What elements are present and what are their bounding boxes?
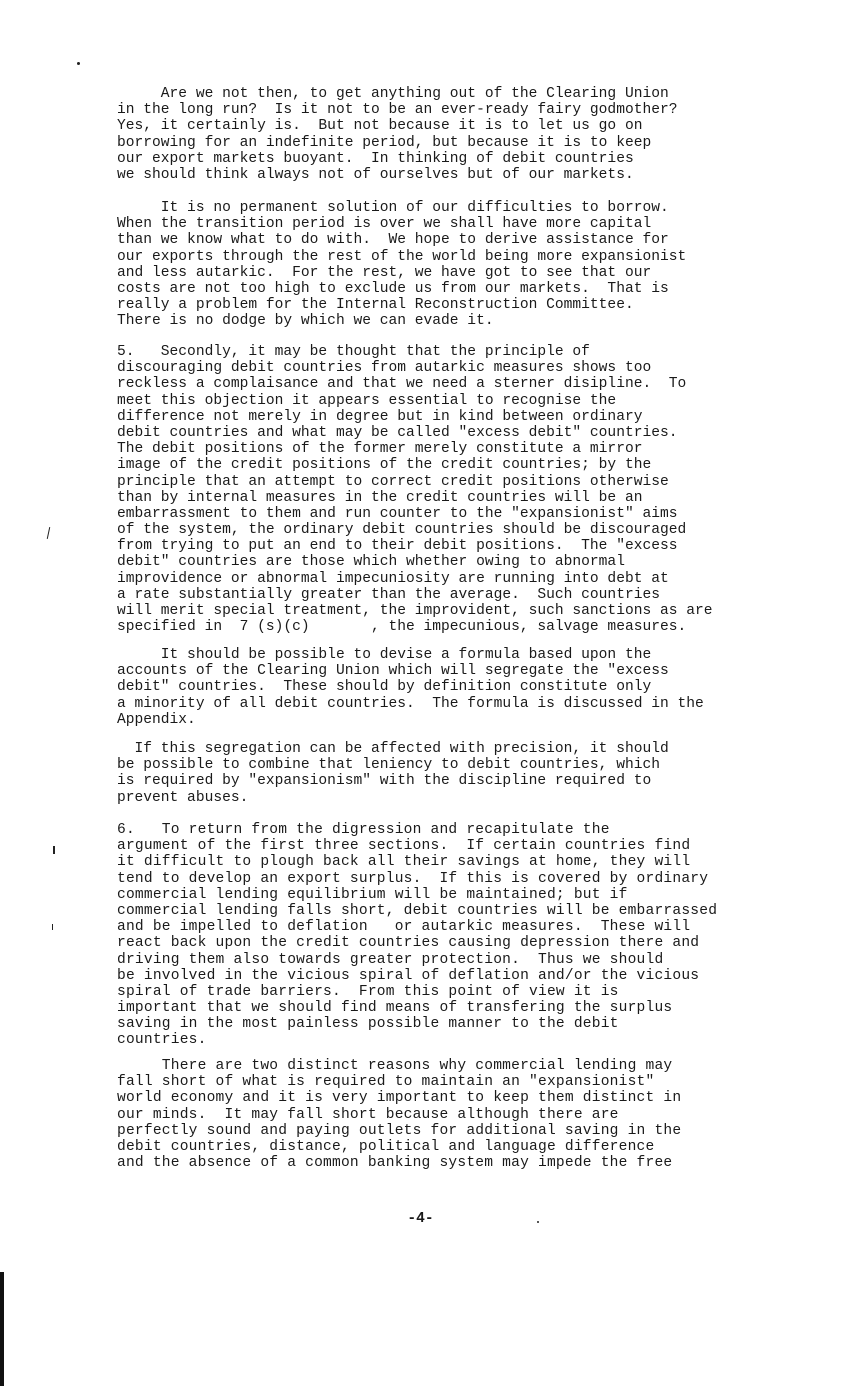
text-line: meet this objection it appears essential to recognise the: [117, 392, 617, 409]
text-line: countries.: [117, 1032, 207, 1049]
paragraph-commercial-lending: [117, 1058, 785, 1171]
text-line: in the long run? Is it not to be an ever-ready fairy godmother?: [117, 102, 678, 119]
text-line: debit" countries are those which whether owing to abnormal: [117, 554, 625, 571]
text-line: and be impelled to deflation or autarkic measures. These will: [117, 919, 691, 936]
margin-mark: [47, 527, 50, 539]
text-line: our minds. It may fall short because although there are: [117, 1106, 619, 1123]
text-line: than we know what to do with. We hope to derive assistance for: [117, 232, 669, 249]
text-line: specified in 7 (s)(c) , the impecunious, salvage measures.: [117, 619, 687, 636]
text-line: It is no permanent solution of our difficulties to borrow.: [117, 200, 669, 216]
text-line: a minority of all debit countries. The formula is discussed in the: [117, 695, 704, 712]
text-line: commercial lending equilibrium will be maintained; but if: [117, 886, 628, 903]
text-line: discouraging debit countries from autarkic measures shows too: [117, 360, 652, 377]
text-line: and less autarkic. For the rest, we have got to see that our: [117, 264, 652, 281]
paragraph-segregation: [117, 741, 785, 806]
text-line: fall short of what is required to maintain an "expansionist": [117, 1074, 655, 1091]
text-line: commercial lending falls short, debit countries will be embarrassed: [117, 902, 718, 919]
text-line: perfectly sound and paying outlets for additional saving in the: [117, 1122, 682, 1139]
text-line: There is no dodge by which we can evade it.: [117, 313, 494, 330]
text-line: driving them also towards greater protection. Thus we should: [117, 951, 664, 968]
text-line: a rate substantially greater than the average. Such countries: [117, 586, 660, 603]
paragraph-section-6: [117, 822, 785, 1049]
text-line: from trying to put an end to their debit positions. The "excess: [117, 538, 678, 555]
text-line: embarrassment to them and run counter to the "expansionist" aims: [117, 505, 678, 522]
text-line: improvidence or abnormal impecuniosity are running into debt at: [117, 570, 669, 587]
text-line: of the system, the ordinary debit countries should be discouraged: [117, 522, 687, 539]
text-line: 5. Secondly, it may be thought that the principle of: [117, 344, 590, 360]
text-line: our export markets buoyant. In thinking of debit countries: [117, 150, 634, 167]
margin-mark: [53, 846, 55, 854]
text-line: If this segregation can be affected with precision, it should: [117, 741, 669, 757]
text-line: really a problem for the Internal Reconstruction Committee.: [117, 297, 634, 314]
text-line: accounts of the Clearing Union which will segregate the "excess: [117, 663, 669, 680]
paragraph-clearing-union: [117, 86, 785, 183]
text-line: debit countries, distance, political and language difference: [117, 1138, 655, 1155]
text-line: principle that an attempt to correct credit positions otherwise: [117, 473, 669, 490]
page-number: -4-: [407, 1211, 434, 1227]
text-line: borrowing for an indefinite period, but because it is to keep: [117, 134, 652, 151]
text-line: react back upon the credit countries causing depression there and: [117, 935, 700, 952]
text-line: debit countries and what may be called "excess debit" countries.: [117, 424, 678, 441]
text-line: world economy and it is very important to keep them distinct in: [117, 1090, 682, 1107]
text-line: saving in the most painless possible manner to the debit: [117, 1016, 619, 1033]
margin-speck: [77, 62, 80, 65]
text-line: difference not merely in degree but in kind between ordinary: [117, 408, 643, 425]
text-line: Appendix.: [117, 711, 196, 728]
text-line: spiral of trade barriers. From this point of view it is: [117, 983, 619, 1000]
text-line: Are we not then, to get anything out of the Clearing Union: [117, 86, 669, 102]
text-line: it difficult to plough back all their savings at home, they will: [117, 854, 691, 871]
paragraph-permanent-solution: [117, 200, 785, 330]
text-line: will merit special treatment, the improvident, such sanctions as are: [117, 603, 713, 619]
text-line: important that we should find means of transfering the surplus: [117, 1000, 673, 1017]
text-line: our exports through the rest of the world being more expansionist: [117, 248, 687, 265]
paragraph-section-5: [117, 344, 785, 635]
text-line: we should think always not of ourselves but of our markets.: [117, 166, 634, 183]
text-line: When the transition period is over we shall have more capital: [117, 216, 652, 233]
text-line: debit" countries. These should by definition constitute only: [117, 679, 652, 696]
text-line: There are two distinct reasons why commercial lending may: [117, 1058, 673, 1074]
text-line: reckless a complaisance and that we need a sterner disipline. To: [117, 376, 687, 393]
text-line: tend to develop an export surplus. If this is covered by ordinary: [117, 870, 709, 887]
margin-mark: [52, 924, 53, 930]
text-line: argument of the first three sections. If certain countries find: [117, 838, 691, 855]
text-line: be possible to combine that leniency to debit countries, which: [117, 757, 660, 774]
text-line: than by internal measures in the credit countries will be an: [117, 489, 643, 506]
text-line: image of the credit positions of the credit countries; by the: [117, 457, 652, 474]
text-line: and the absence of a common banking system may impede the free: [117, 1155, 673, 1172]
paragraph-formula: [117, 647, 785, 728]
text-line: is required by "expansionism" with the discipline required to: [117, 773, 652, 790]
text-line: prevent abuses.: [117, 789, 249, 806]
scan-edge-shadow: [0, 1272, 4, 1386]
text-line: 6. To return from the digression and recapitulate the: [117, 822, 610, 838]
text-line: Yes, it certainly is. But not because it is to let us go on: [117, 118, 643, 135]
text-line: be involved in the vicious spiral of deflation and/or the vicious: [117, 967, 700, 984]
text-line: It should be possible to devise a formula based upon the: [117, 647, 652, 663]
text-line: costs are not too high to exclude us from our markets. That is: [117, 280, 669, 297]
text-line: The debit positions of the former merely constitute a mirror: [117, 441, 643, 458]
